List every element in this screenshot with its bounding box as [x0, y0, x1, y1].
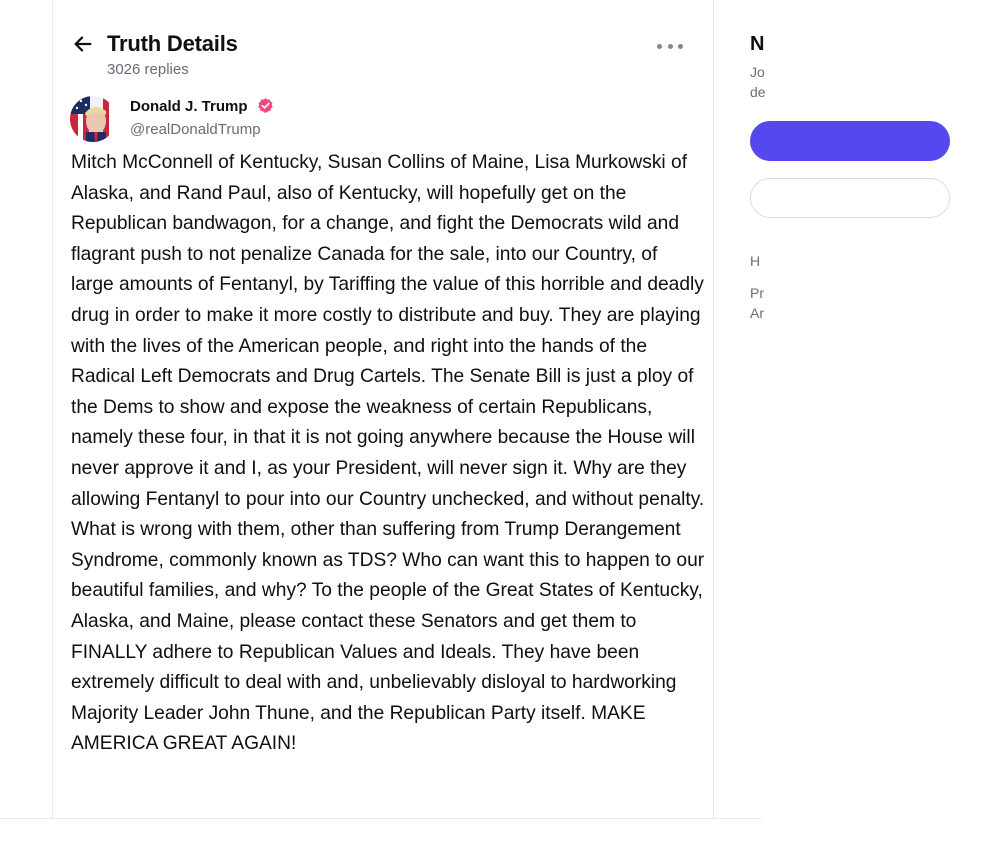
- reply-count: 3026 replies: [107, 61, 189, 78]
- divider: [0, 818, 762, 819]
- sidebar-title: N: [750, 33, 765, 55]
- main-column: [52, 0, 714, 818]
- sidebar-link[interactable]: Ar: [750, 305, 764, 321]
- verified-badge-icon: [257, 97, 274, 114]
- more-horizontal-icon: [657, 44, 662, 49]
- page-header: [53, 0, 713, 90]
- sidebar-primary-button[interactable]: [750, 121, 950, 161]
- post-text: Mitch McConnell of Kentucky, Susan Collins of Maine, Lisa Murkowski of Alaska, and Rand Paul, also of Kentucky, will hopefully get on the Republican bandwagon, for a change, and fight the Democrats wild and flagrant push to not penalize Canada for the sale, into our Country, of large amounts of Fentanyl, by Tariffing the value of this horrible and deadly drug in order to make it more costly to distribute and buy. They are playing with the lives of the American people, and right into the hands of the Radical Left Democrats and Drug Cartels. The Senate Bill is just a ploy of the Dems to show and expose the weakness of certain Republicans, namely these four, in that it is not going anywhere because the House will never approve it and I, as your President, will never sign it. Why are they allowing Fentanyl to pour into our Country unchecked, and without penalty. What is wrong with them, other than suffering from Trump Derangement Syndrome, commonly known as TDS? Who can want this to happen to our beautiful families, and why? To the people of the Great States of Kentucky, Alaska, and Maine, please contact these Senators and get them to FINALLY adhere to Republican Values and Ideals. They have been extremely difficult to deal with and, unbelievably disloyal to hardworking Majority Leader John Thune, and the Republican Party itself. MAKE AMERICA GREAT AGAIN!: [71, 152, 705, 755]
- sidebar-link[interactable]: H: [750, 253, 761, 269]
- page-title: Truth Details: [107, 31, 238, 56]
- author-name[interactable]: [130, 97, 274, 115]
- more-horizontal-icon: [678, 44, 683, 49]
- avatar-image: [70, 96, 116, 142]
- sidebar-description: [750, 62, 970, 102]
- more-options-button[interactable]: [657, 36, 683, 56]
- avatar[interactable]: [70, 96, 116, 142]
- sidebar-link[interactable]: Pr: [750, 285, 764, 301]
- arrow-left-icon: [72, 33, 94, 55]
- back-button[interactable]: [71, 32, 95, 56]
- more-horizontal-icon: [668, 44, 673, 49]
- author-handle[interactable]: @realDonaldTrump: [130, 121, 261, 138]
- sidebar-description-line: de: [750, 84, 766, 100]
- author-name-text: Donald J. Trump: [130, 98, 248, 115]
- sidebar-description-line: Jo: [750, 64, 765, 80]
- right-sidebar: [750, 0, 990, 846]
- post-author: [70, 95, 690, 143]
- sidebar-secondary-button[interactable]: [750, 178, 950, 218]
